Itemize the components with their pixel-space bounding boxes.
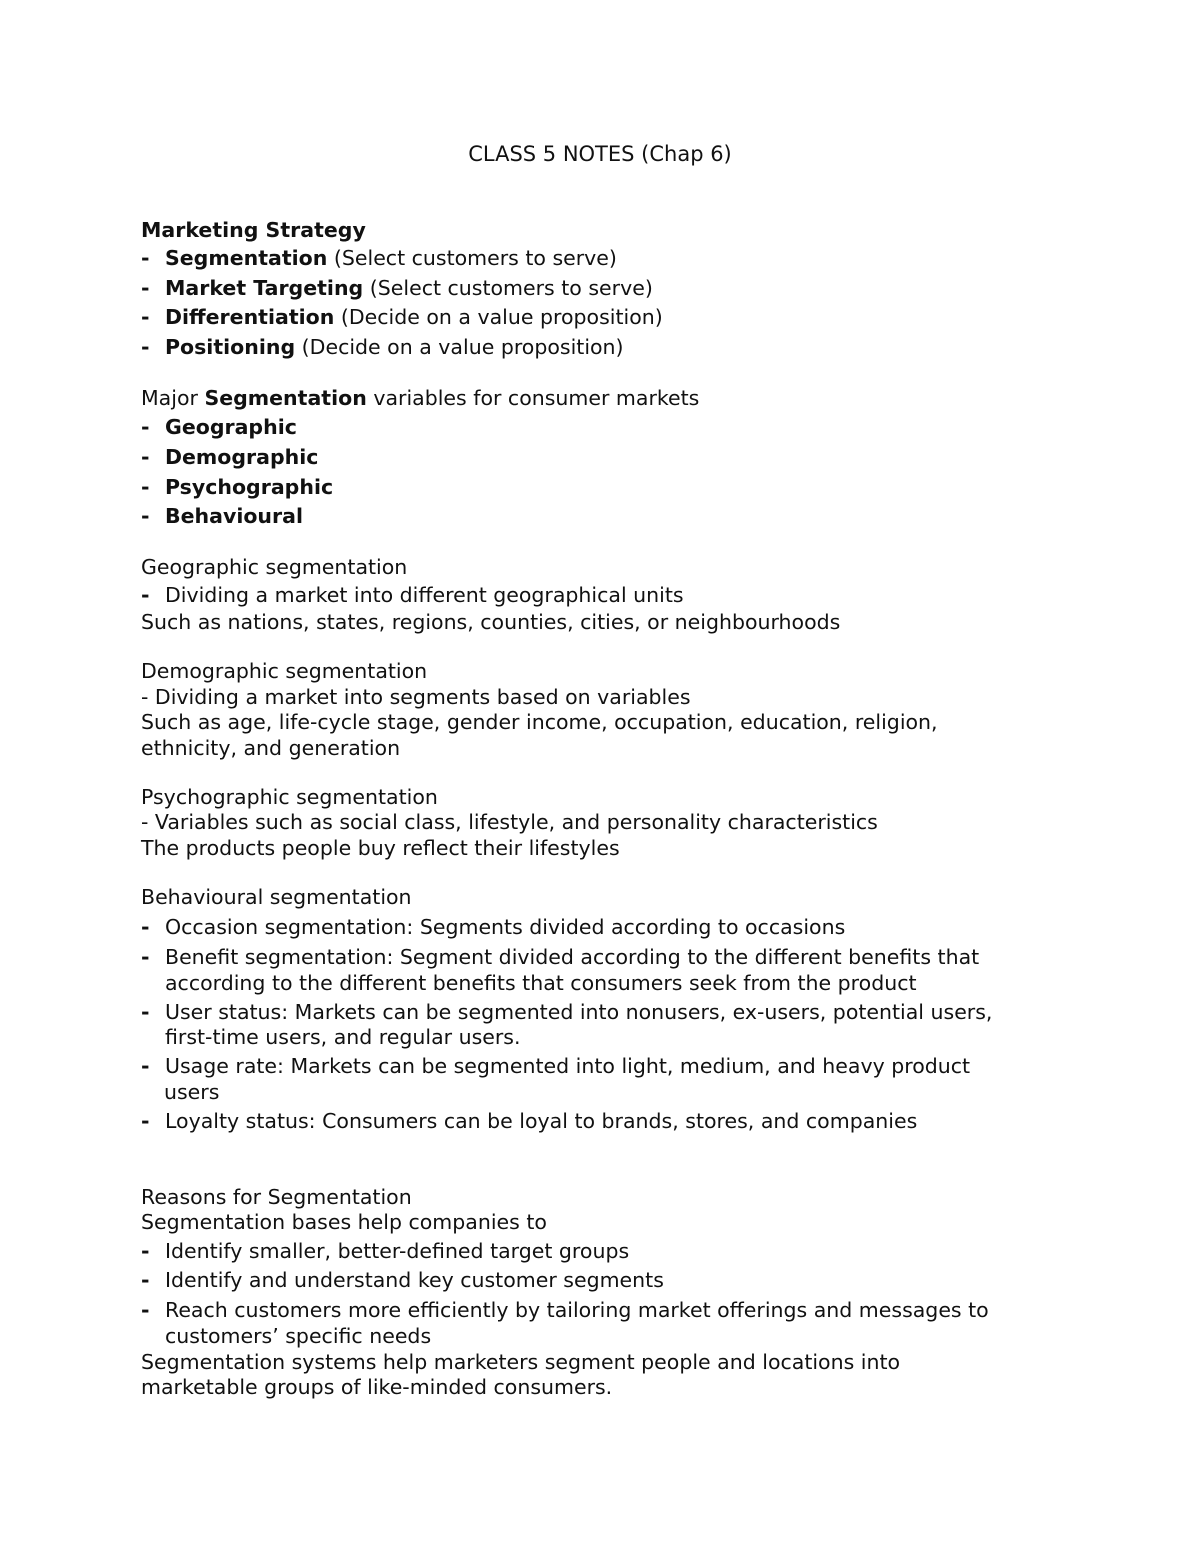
behavioural-item: Loyalty status: Consumers can be loyal to brands, stores, and companies (165, 1109, 918, 1133)
behavioural-item-cont: according to the different benefits that consumers seek from the product (165, 971, 917, 995)
bullet-dash: - (141, 276, 150, 300)
bullet-dash: - (141, 445, 150, 469)
bullet-dash: - (141, 1268, 150, 1292)
bullet-dash: - (141, 1000, 150, 1024)
bullet-dash: - (141, 504, 150, 528)
bullet-dash: - (141, 415, 150, 439)
bullet-dash: - (141, 1109, 150, 1133)
strategy-desc: (Select customers to serve) (333, 246, 617, 270)
reasons-closing: Segmentation systems help marketers segment people and locations into (141, 1350, 901, 1374)
page-title: CLASS 5 NOTES (Chap 6) (468, 142, 732, 166)
behavioural-item: Usage rate: Markets can be segmented into light, medium, and heavy product (165, 1054, 971, 1078)
bullet-dash: - (141, 246, 150, 270)
strategy-term: Segmentation (165, 246, 328, 270)
geographic-line: Such as nations, states, regions, counties, cities, or neighbourhoods (141, 610, 841, 634)
strategy-heading: Marketing Strategy (141, 218, 366, 242)
bullet-dash: - (141, 1054, 150, 1078)
variable-item: Demographic (165, 445, 319, 469)
strategy-desc: (Decide on a value proposition) (340, 305, 663, 329)
psychographic-bullet: - Variables such as social class, lifestyle, and personality characteristics (141, 810, 878, 834)
strategy-item (165, 334, 624, 360)
variable-item: Psychographic (165, 475, 334, 499)
bullet-dash: - (141, 335, 150, 359)
strategy-term: Differentiation (165, 305, 335, 329)
reasons-heading: Reasons for Segmentation (141, 1185, 412, 1209)
geographic-heading: Geographic segmentation (141, 555, 408, 579)
bullet-dash: - (141, 583, 150, 607)
strategy-item (165, 275, 653, 301)
demographic-line: ethnicity, and generation (141, 736, 401, 760)
bullet-dash: - (141, 945, 150, 969)
reasons-intro: Segmentation bases help companies to (141, 1210, 547, 1234)
reasons-item-cont: customers’ specific needs (165, 1324, 432, 1348)
strategy-desc: (Select customers to serve) (369, 276, 653, 300)
demographic-bullet: - Dividing a market into segments based on variables (141, 685, 691, 709)
bullet-dash: - (141, 1239, 150, 1263)
reasons-item: Identify and understand key customer segments (165, 1268, 664, 1292)
behavioural-item: Occasion segmentation: Segments divided according to occasions (165, 915, 846, 939)
variable-item: Behavioural (165, 504, 303, 528)
variables-post: variables for consumer markets (373, 386, 700, 410)
strategy-term: Positioning (165, 335, 296, 359)
reasons-item: Reach customers more efficiently by tailoring market offerings and messages to (165, 1298, 989, 1322)
behavioural-item-cont: users (164, 1080, 220, 1104)
strategy-item (165, 245, 617, 271)
bullet-dash: - (141, 305, 150, 329)
variables-heading (141, 385, 699, 411)
bullet-dash: - (141, 475, 150, 499)
strategy-item (165, 304, 663, 330)
variable-item: Geographic (165, 415, 297, 439)
strategy-term: Market Targeting (165, 276, 364, 300)
reasons-closing: marketable groups of like-minded consumers. (141, 1375, 613, 1399)
reasons-item: Identify smaller, better-defined target groups (165, 1239, 630, 1263)
bullet-dash: - (141, 1298, 150, 1322)
variables-term: Segmentation (204, 386, 367, 410)
geographic-bullet: Dividing a market into different geographical units (165, 583, 684, 607)
strategy-desc: (Decide on a value proposition) (301, 335, 624, 359)
psychographic-line: The products people buy reflect their lifestyles (141, 836, 620, 860)
behavioural-item: User status: Markets can be segmented into nonusers, ex-users, potential users, (165, 1000, 993, 1024)
bullet-dash: - (141, 915, 150, 939)
behavioural-heading: Behavioural segmentation (141, 885, 412, 909)
variables-pre: Major (141, 386, 198, 410)
demographic-line: Such as age, life-cycle stage, gender income, occupation, education, religion, (141, 710, 938, 734)
psychographic-heading: Psychographic segmentation (141, 785, 438, 809)
behavioural-item-cont: first-time users, and regular users. (165, 1025, 521, 1049)
demographic-heading: Demographic segmentation (141, 659, 428, 683)
behavioural-item: Benefit segmentation: Segment divided according to the different benefits that (165, 945, 980, 969)
